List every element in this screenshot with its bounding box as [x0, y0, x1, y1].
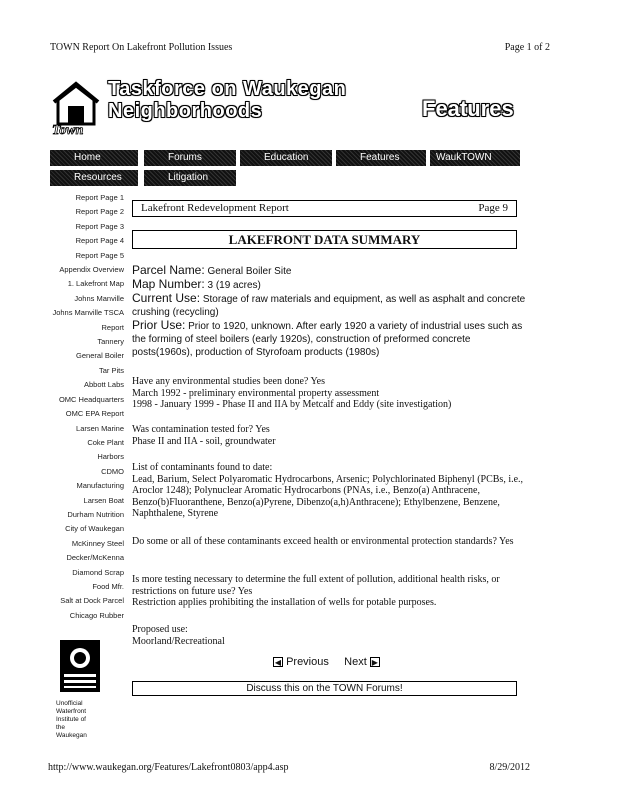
site-title-line1: Taskforce on Waukegan	[108, 78, 347, 100]
previous-link[interactable]: Previous	[286, 656, 329, 668]
site-title	[108, 78, 438, 122]
sidebar-link[interactable]: Diamond Scrap	[72, 567, 124, 577]
discuss-forums-link[interactable]: Discuss this on the TOWN Forums!	[132, 681, 517, 696]
nav-litigation-button[interactable]: Litigation	[144, 170, 236, 186]
qa-answer: Restriction applies prohibiting the installation of wells for potable purposes.	[132, 597, 437, 608]
qa-question: List of contaminants found to date:	[132, 462, 273, 473]
report-title: Lakefront Redevelopment Report	[141, 202, 289, 214]
town-logo-icon[interactable]	[50, 80, 102, 136]
qa-studies	[132, 376, 527, 411]
sidebar-link[interactable]: Harbors	[97, 452, 124, 462]
sidebar-link[interactable]: 1. Lakefront Map	[67, 279, 124, 289]
parcel-name-label: Parcel Name:	[132, 263, 205, 277]
sidebar-link[interactable]: Decker/McKenna	[66, 553, 124, 563]
nav-resources-button[interactable]: Resources	[50, 170, 138, 186]
parcel-name-row	[132, 264, 527, 278]
nav-forums-button[interactable]: Forums	[144, 150, 236, 166]
pager	[273, 656, 380, 668]
sidebar-link[interactable]: Appendix Overview	[59, 265, 124, 275]
parcel-details	[132, 264, 527, 359]
qa-question: Proposed use:	[132, 624, 188, 635]
print-footer	[48, 762, 530, 776]
qa-more-testing	[132, 574, 527, 609]
qa-testing	[132, 424, 527, 447]
previous-arrow-icon[interactable]: ◀	[274, 658, 282, 668]
report-page: Page 9	[478, 202, 508, 214]
qa-answer: Lead, Barium, Select Polyaromatic Hydrocarbons, Arsenic; Polychlorinated Biphenyl (PCBs, i.e., Aroclor 1248); Polynuclear Aromatic Hydrocarbons (PNAs, i.e., Benzo(a) Anthracene, Benzo(b)Fluoranthene, Benzo(a)Pyrene, Dibenzo(a,h)Anthracene); Ethylbenzene, Benzene, Naphthalene, Styrene	[132, 473, 524, 519]
prior-use-label: Prior Use:	[132, 318, 186, 332]
print-footer-url: http://www.waukegan.org/Features/Lakefront0803/app4.asp	[48, 762, 289, 773]
print-footer-date: 8/29/2012	[489, 762, 530, 773]
sidebar-link[interactable]: OMC Headquarters	[58, 394, 124, 404]
qa-question: Is more testing necessary to determine the full extent of pollution, additional health risks, or restrictions on future use? Yes	[132, 574, 500, 597]
report-header-box	[132, 200, 517, 217]
next-arrow-icon[interactable]: ▶	[371, 658, 378, 668]
prior-use-row	[132, 319, 527, 359]
sidebar-link[interactable]: Report Page 3	[75, 221, 124, 231]
map-number-value: 3 (19 acres)	[207, 280, 261, 291]
sidebar-link[interactable]: Report	[101, 322, 124, 332]
sidebar-link[interactable]: Tar Pits	[98, 365, 124, 375]
sidebar	[50, 191, 124, 623]
qa-answer: Phase II and IIA - soil, groundwater	[132, 435, 276, 447]
current-use-row	[132, 292, 527, 319]
logo-text: Town	[52, 123, 84, 136]
sidebar-link[interactable]: Report Page 2	[75, 207, 124, 217]
sidebar-link[interactable]: Larsen Marine	[76, 423, 124, 433]
parcel-name-value: General Boiler Site	[207, 266, 292, 277]
map-number-label: Map Number:	[132, 277, 205, 291]
site-banner	[50, 76, 530, 138]
qa-contaminants	[132, 462, 527, 520]
next-link[interactable]: Next	[344, 656, 367, 668]
sidebar-link[interactable]: Johns Manville	[74, 293, 124, 303]
badge-logo-icon[interactable]	[60, 640, 100, 692]
sidebar-link[interactable]: City of Waukegan	[65, 524, 124, 534]
qa-answer: Moorland/Recreational	[132, 635, 225, 647]
sidebar-link[interactable]: Tannery	[97, 337, 124, 347]
sidebar-link[interactable]: General Boiler	[76, 351, 124, 361]
summary-title: LAKEFRONT DATA SUMMARY	[132, 230, 517, 249]
qa-proposed-use	[132, 624, 527, 647]
sidebar-link[interactable]: Report Page 5	[75, 250, 124, 260]
print-header-title: TOWN Report On Lakefront Pollution Issues	[50, 42, 233, 53]
sidebar-link[interactable]: Durham Nutrition	[67, 509, 124, 519]
sidebar-link[interactable]: CDMO	[101, 466, 124, 476]
qa-question: Do some or all of these contaminants exceed health or environmental protection standards? Yes	[132, 536, 514, 547]
sidebar-link[interactable]: Report Page 4	[75, 236, 124, 246]
print-header	[50, 42, 550, 56]
sidebar-link[interactable]: Food Mfr.	[92, 581, 124, 591]
nav-radio-button[interactable]: WaukTOWN Radio	[430, 150, 520, 166]
sidebar-link[interactable]: Johns Manville TSCA	[52, 308, 124, 318]
sidebar-link[interactable]: Manufacturing	[76, 481, 124, 491]
current-use-label: Current Use:	[132, 291, 201, 305]
sidebar-link[interactable]: Larsen Boat	[83, 495, 124, 505]
sidebar-link[interactable]: McKinney Steel	[71, 538, 124, 548]
nav-education-button[interactable]: Education	[240, 150, 332, 166]
sidebar-link[interactable]: Coke Plant	[87, 437, 124, 447]
nav-features-button[interactable]: Features	[336, 150, 426, 166]
qa-standards	[132, 536, 527, 548]
sidebar-link[interactable]: Abbott Labs	[83, 380, 124, 390]
print-header-page: Page 1 of 2	[504, 42, 550, 53]
sidebar-link[interactable]: OMC EPA Report	[65, 409, 124, 419]
sidebar-caption: Unofficial Waterfront Institute of the Waukegan	[56, 700, 87, 739]
section-title: Features	[422, 96, 514, 121]
prior-use-value: Prior to 1920, unknown. After early 1920 a variety of industrial uses such as the forming of steel boilers (early 1920s), construction of preformed concrete posts(1960s), production of Styrofoam products (1980s)	[132, 321, 523, 358]
map-number-row	[132, 278, 527, 292]
current-use-value: Storage of raw materials and equipment, as well as asphalt and concrete crushing (recycling)	[132, 294, 526, 318]
qa-answer: 1998 - January 1999 - Phase II and IIA by Metcalf and Eddy (site investigation)	[132, 399, 452, 410]
sidebar-link[interactable]: Salt at Dock Parcel	[60, 596, 124, 606]
sidebar-link[interactable]: Report Page 1	[75, 193, 124, 202]
qa-answer: March 1992 - preliminary environmental property assessment	[132, 387, 380, 399]
site-title-line2: Neighborhoods	[108, 100, 263, 122]
qa-question: Have any environmental studies been done? Yes	[132, 376, 326, 387]
sidebar-link[interactable]: Chicago Rubber	[69, 610, 124, 620]
qa-question: Was contamination tested for? Yes	[132, 424, 270, 435]
nav-home-button[interactable]: Home	[50, 150, 138, 166]
